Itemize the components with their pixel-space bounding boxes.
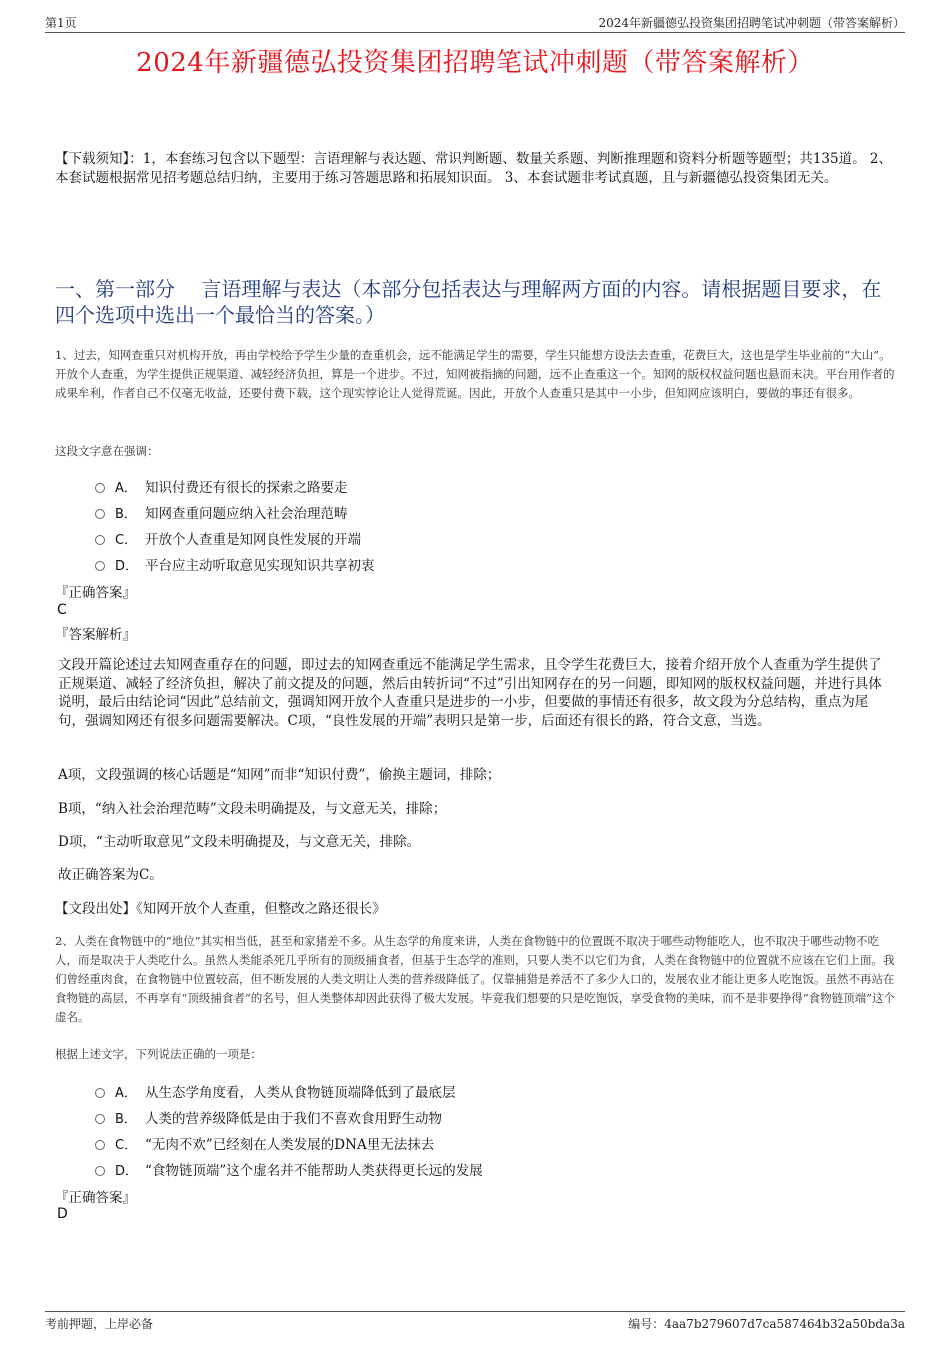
option-text: 开放个人查重是知网良性发展的开端 [145, 532, 361, 548]
radio-icon[interactable] [95, 1166, 105, 1176]
answer-label: 『正确答案』 [55, 1190, 136, 1206]
conclusion: 故正确答案为C。 [58, 867, 163, 883]
download-notice: 【下载须知】：1，本套练习包含以下题型：言语理解与表达题、常识判断题、数量关系题、判断推理题和资料分析题等题型；共135道。 2、本套试题根据常见招考题总结归纳，主要用于练习答题思路和拓展知识面。 3、本套试题非考试真题，且与新疆德弘投资集团无关。 [55, 151, 892, 186]
page-footer [45, 1311, 905, 1331]
option-letter: C． [115, 532, 138, 548]
option-letter: D． [115, 1163, 139, 1179]
question-2-passage: 2、人类在食物链中的“地位”其实相当低，甚至和家猪差不多。从生态学的角度来讲，人类在食物链中的位置既不取决于哪些动物能吃人，也不取决于哪些动物不吃人，而是取决于人类吃什么。虽然人类能杀死几乎所有的顶级捕食者，但基于生态学的准则，只要人类不以它们为食，人类在食物链中的位置就不应该在它们上面。我们曾经重肉食，在食物链中位置较高，但不断发展的人类文明让人类的营养级降低了。仅靠捕猎是养活不了多少人口的，发展农业才能让更多人吃饱饭。虽然不再站在食物链的高层，不再享有“顶级捕食者”的名号，但人类整体却因此获得了极大发展。毕竟我们想要的只是吃饱饭，享受食物的美味，而不是非要挣得“食物链顶端”这个虚名。 [55, 934, 896, 1024]
radio-icon[interactable] [95, 1140, 105, 1150]
explanation-d: D项，“主动听取意见”文段未明确提及，与文意无关，排除。 [58, 834, 421, 850]
option-letter: A． [115, 480, 137, 496]
correct-answer: D [57, 1206, 68, 1222]
option-text: 平台应主动听取意见实现知识共享初衷 [145, 558, 375, 574]
source-citation: 【文段出处】《知网开放个人查重，但整改之路还很长》 [55, 901, 386, 917]
option-text: “食物链顶端”这个虚名并不能帮助人类获得更长远的发展 [145, 1163, 483, 1179]
option-letter: D． [115, 558, 139, 574]
question-1-options [95, 473, 895, 577]
radio-icon[interactable] [95, 509, 105, 519]
question-1-stem: 这段文字意在强调： [55, 444, 159, 458]
option-text: “无肉不欢”已经刻在人类发展的DNA里无法抹去 [145, 1137, 435, 1153]
option-c[interactable] [95, 525, 895, 551]
page-header [45, 12, 905, 33]
option-letter: C． [115, 1137, 138, 1153]
section-title: 一、第一部分 言语理解与表达（本部分包括表达与理解两方面的内容。请根据题目要求，在四个选项中选出一个最恰当的答案。） [55, 277, 882, 327]
radio-icon[interactable] [95, 483, 105, 493]
option-letter: A． [115, 1085, 137, 1101]
option-text: 人类的营养级降低是由于我们不喜欢食用野生动物 [145, 1111, 442, 1127]
footer-slogan: 考前押题，上岸必备 [45, 1317, 154, 1331]
footer-serial: 编号：4aa7b279607d7ca587464b32a50bda3a [628, 1317, 905, 1331]
answer-label: 『正确答案』 [55, 585, 136, 601]
explanation-a: A项，文段强调的核心话题是“知网”而非“知识付费”，偷换主题词，排除； [58, 767, 501, 783]
option-a[interactable] [95, 1078, 895, 1104]
radio-icon[interactable] [95, 1114, 105, 1124]
question-1-passage: 1、过去，知网查重只对机构开放，再由学校给予学生少量的查重机会，远不能满足学生的需要，学生只能想方设法去查重，花费巨大，这也是学生毕业前的“大山”。开放个人查重，为学生提供正规渠道、减轻经济负担，算是一个进步。不过，知网被指摘的问题，远不止查重这一个。知网的版权权益问题也悬而未决。平台用作者的成果牟利，作者自己不仅毫无收益，还要付费下载，这个现实悖论让人觉得荒诞。因此，开放个人查重只是其中一小步，但知网应该明白，要做的事还有很多。 [55, 348, 895, 400]
option-text: 从生态学角度看，人类从食物链顶端降低到了最底层 [145, 1085, 456, 1101]
analysis-label: 『答案解析』 [55, 627, 136, 643]
page-number: 第1页 [45, 16, 77, 30]
radio-icon[interactable] [95, 561, 105, 571]
option-text: 知网查重问题应纳入社会治理范畴 [145, 506, 348, 522]
radio-icon[interactable] [95, 535, 105, 545]
radio-icon[interactable] [95, 1088, 105, 1098]
question-2-stem: 根据上述文字，下列说法正确的一项是： [55, 1047, 262, 1061]
header-doc-title: 2024年新疆德弘投资集团招聘笔试冲刺题（带答案解析） [598, 16, 905, 30]
option-d[interactable] [95, 551, 895, 577]
option-d[interactable] [95, 1156, 895, 1182]
option-c[interactable] [95, 1130, 895, 1156]
option-letter: B． [115, 1111, 137, 1127]
option-b[interactable] [95, 499, 895, 525]
answer-analysis: 文段开篇论述过去知网查重存在的问题，即过去的知网查重远不能满足学生需求，且令学生花费巨大，接着介绍开放个人查重为学生提供了正规渠道、减轻了经济负担，解决了前文提及的问题，然后由转折词“不过”引出知网存在的另一问题，即知网的版权权益问题，并进行具体说明，最后由结论词“因此”总结前文，强调知网开放个人查重只是进步的一小步，但要做的事情还有很多，故文段为分总结构，重点为尾句，强调知网还有很多问题需要解决。C项，“良性发展的开端”表明只是第一步，后面还有很长的路，符合文意，当选。 [58, 657, 882, 729]
option-text: 知识付费还有很长的探索之路要走 [145, 480, 348, 496]
document-title: 2024年新疆德弘投资集团招聘笔试冲刺题（带答案解析） [136, 48, 814, 78]
option-b[interactable] [95, 1104, 895, 1130]
option-letter: B． [115, 506, 137, 522]
question-2-options [95, 1078, 895, 1182]
explanation-b: B项，“纳入社会治理范畴”文段未明确提及，与文意无关，排除； [58, 801, 447, 817]
correct-answer: C [57, 602, 67, 618]
option-a[interactable] [95, 473, 895, 499]
